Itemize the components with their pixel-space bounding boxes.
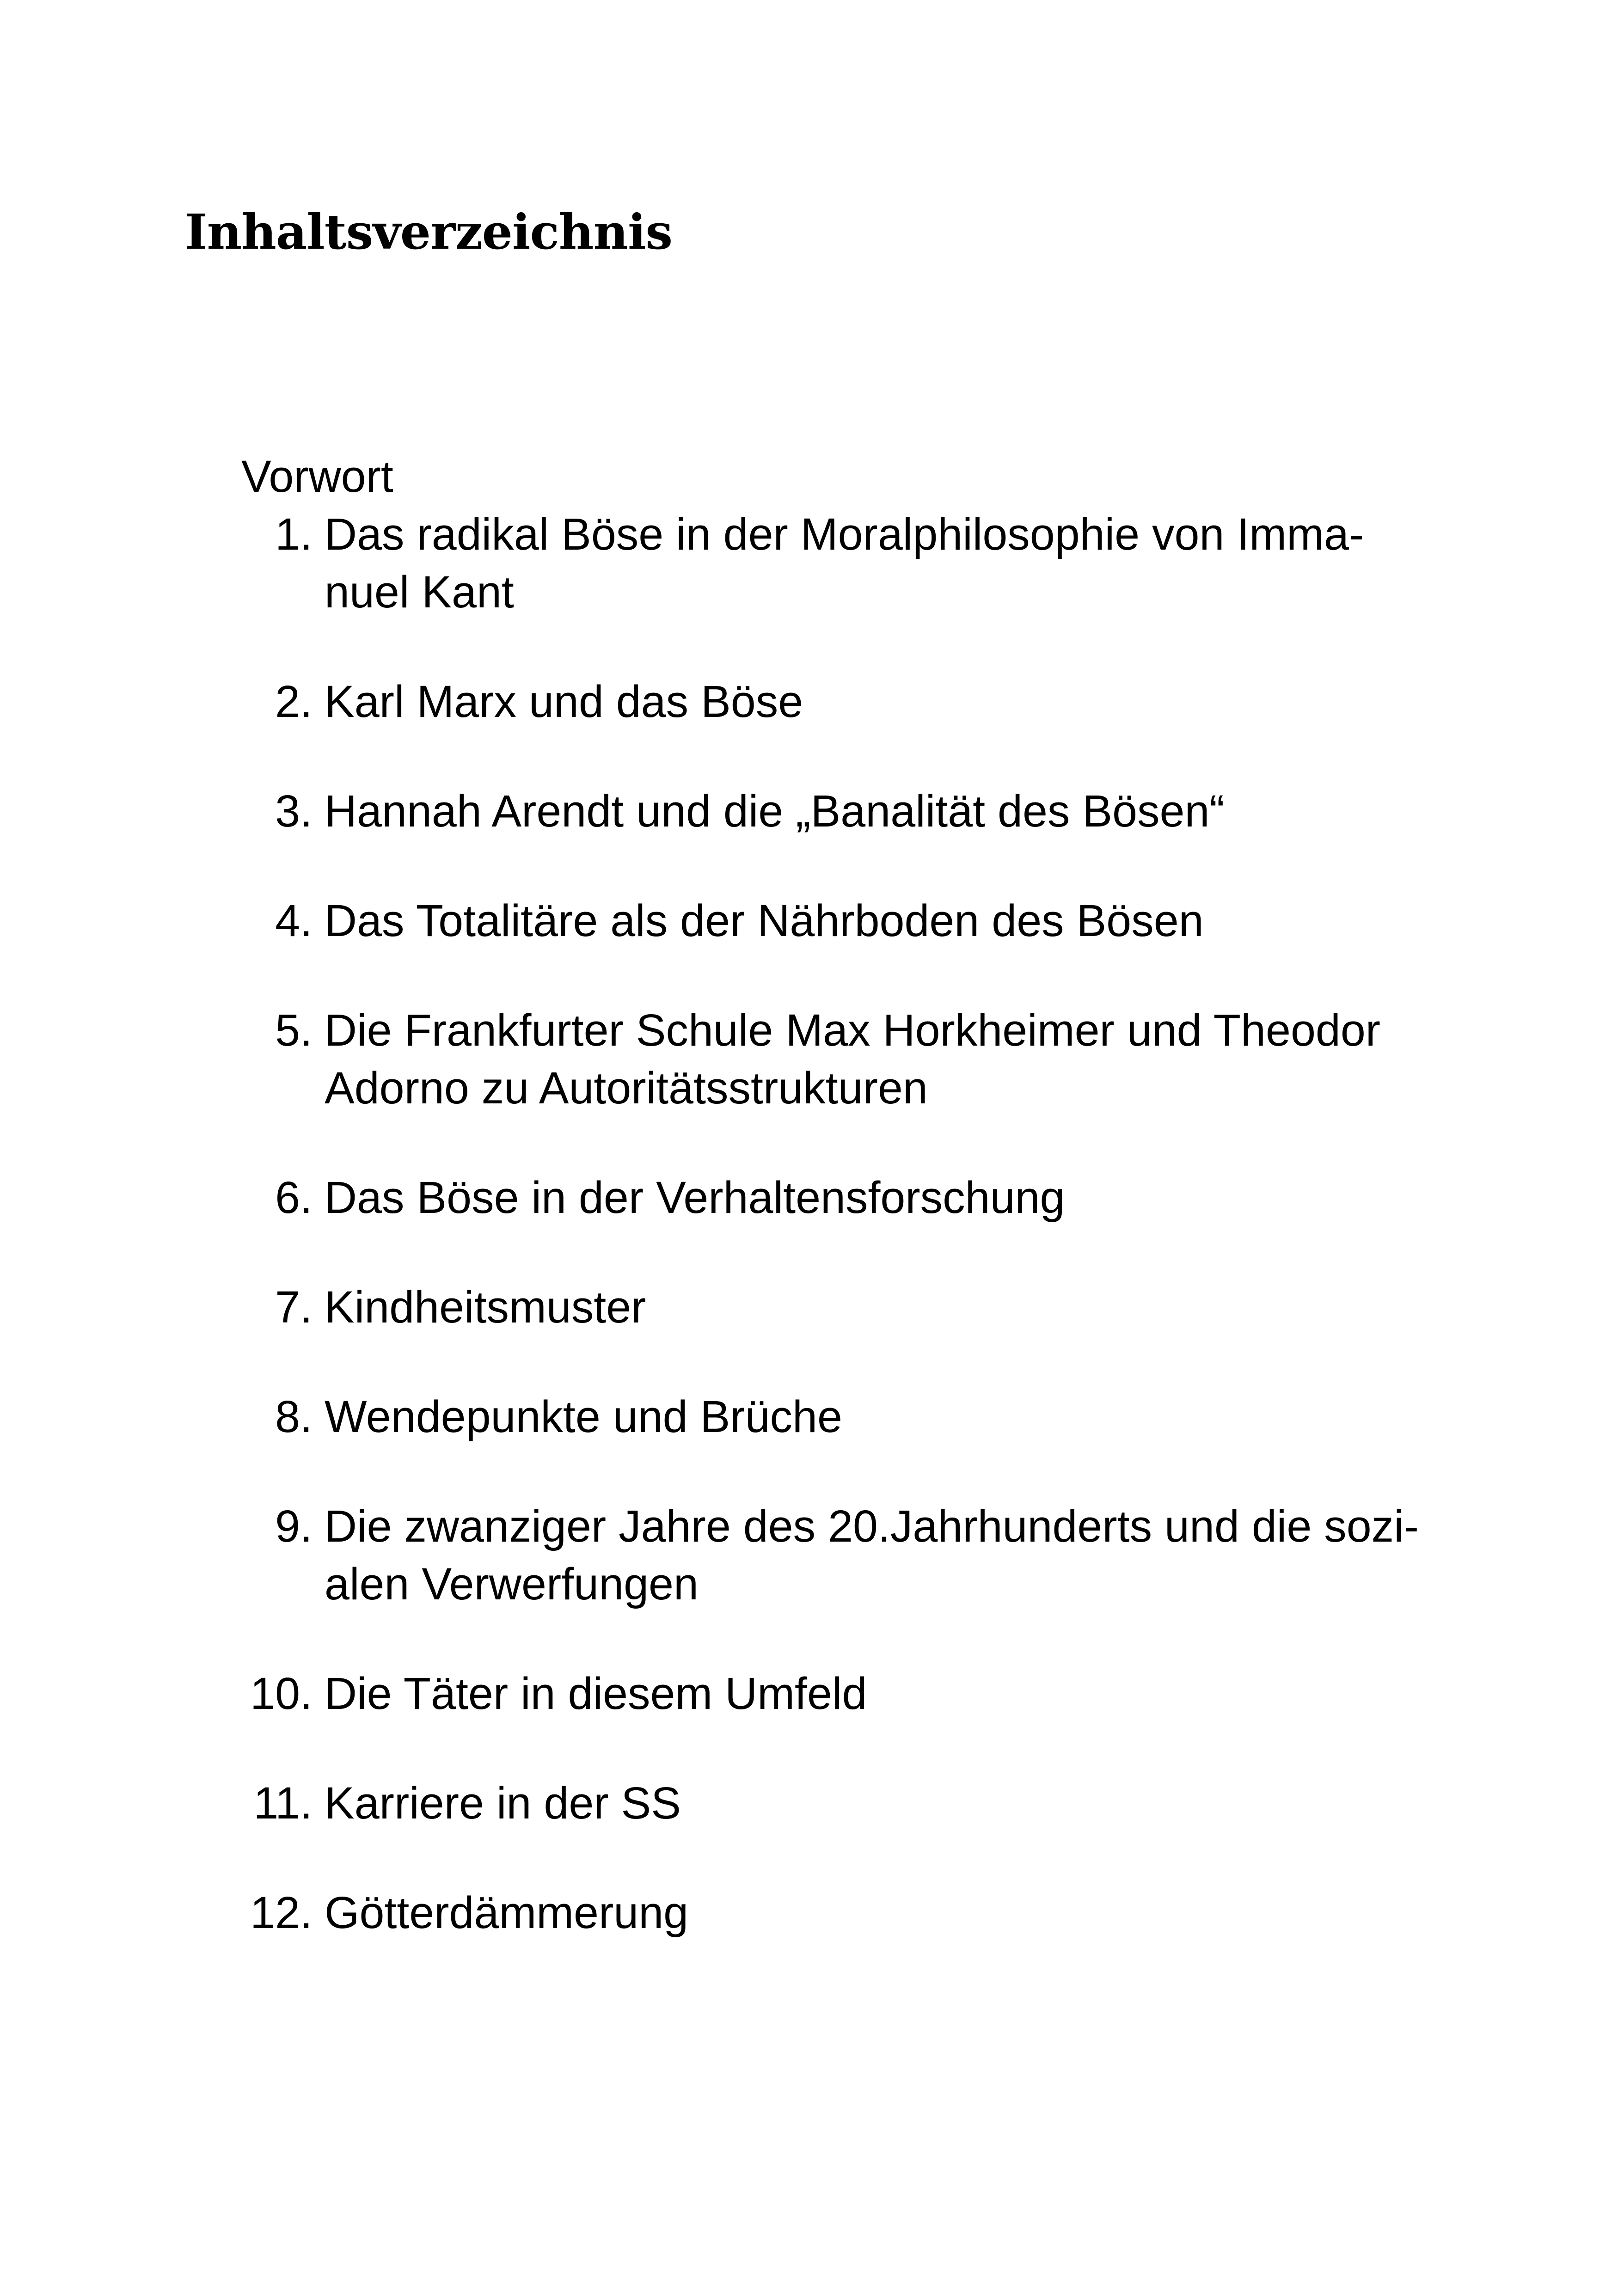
toc-entry-line: nuel Kant — [325, 567, 514, 617]
toc-entry — [241, 782, 1489, 840]
toc-entry-line: Die Täter in diesem Umfeld — [325, 1668, 867, 1719]
toc-entry — [241, 505, 1489, 621]
toc-entry-text — [325, 1497, 1489, 1613]
toc-entry-number: 10. — [250, 1668, 313, 1719]
toc-entry — [241, 1001, 1489, 1117]
toc-entry-text — [325, 1169, 1489, 1226]
toc-entry-line: Das Totalitäre als der Nährboden des Bösen — [325, 895, 1204, 946]
toc-list — [241, 505, 1489, 1941]
toc-entry — [241, 1665, 1489, 1722]
toc-entry — [241, 1497, 1489, 1613]
toc-entry-number: 7. — [275, 1282, 313, 1332]
toc-entry-number: 11. — [253, 1778, 313, 1828]
toc-entry-text — [325, 782, 1489, 840]
toc-entry — [241, 1278, 1489, 1336]
toc-entry-line: Kindheitsmuster — [325, 1282, 646, 1332]
toc-entry — [241, 1388, 1489, 1445]
table-of-contents — [241, 447, 1489, 1993]
toc-entry-line: Adorno zu Autoritätsstrukturen — [325, 1063, 928, 1113]
toc-entry — [241, 1884, 1489, 1941]
toc-entry-line: Karl Marx und das Böse — [325, 676, 803, 727]
toc-entry-number: 3. — [275, 786, 313, 836]
toc-preface: Vorwort — [241, 451, 393, 502]
toc-entry-line: alen Verwerfungen — [325, 1559, 699, 1609]
toc-entry-number: 6. — [275, 1172, 313, 1223]
toc-entry-number: 9. — [275, 1501, 313, 1551]
toc-entry-line: Götterdämmerung — [325, 1887, 689, 1938]
toc-entry-line: Die zwanziger Jahre des 20.Jahrhunderts und die sozi- — [325, 1501, 1419, 1551]
toc-entry-number: 5. — [275, 1005, 313, 1055]
toc-entry-text — [325, 505, 1489, 621]
toc-entry-number: 1. — [275, 509, 313, 559]
toc-entry-line: Karriere in der SS — [325, 1778, 681, 1828]
toc-entry-number: 8. — [275, 1391, 313, 1442]
toc-entry-text — [325, 673, 1489, 730]
toc-entry-number: 2. — [275, 676, 313, 727]
toc-entry-text — [325, 1665, 1489, 1722]
toc-entry-text — [325, 1884, 1489, 1941]
toc-entry — [241, 1774, 1489, 1832]
toc-entry-text — [325, 1388, 1489, 1445]
toc-entry-number: 12. — [250, 1887, 313, 1938]
toc-entry-text — [325, 1278, 1489, 1336]
toc-entry — [241, 892, 1489, 949]
toc-entry-line: Das radikal Böse in der Moralphilosophie von Imma- — [325, 509, 1364, 559]
toc-entry-line: Die Frankfurter Schule Max Horkheimer und Theodor — [325, 1005, 1381, 1055]
toc-entry-line: Das Böse in der Verhaltensforschung — [325, 1172, 1065, 1223]
toc-entry-text — [325, 1774, 1489, 1832]
toc-entry-line: Wendepunkte und Brüche — [325, 1391, 842, 1442]
page-title: Inhaltsverzeichnis — [185, 203, 673, 260]
toc-entry-text — [325, 892, 1489, 949]
toc-entry-text — [325, 1001, 1489, 1117]
toc-entry — [241, 1169, 1489, 1226]
toc-entry — [241, 673, 1489, 730]
toc-entry-number: 4. — [275, 895, 313, 946]
toc-entry-line: Hannah Arendt und die „Banalität des Bösen“ — [325, 786, 1225, 836]
